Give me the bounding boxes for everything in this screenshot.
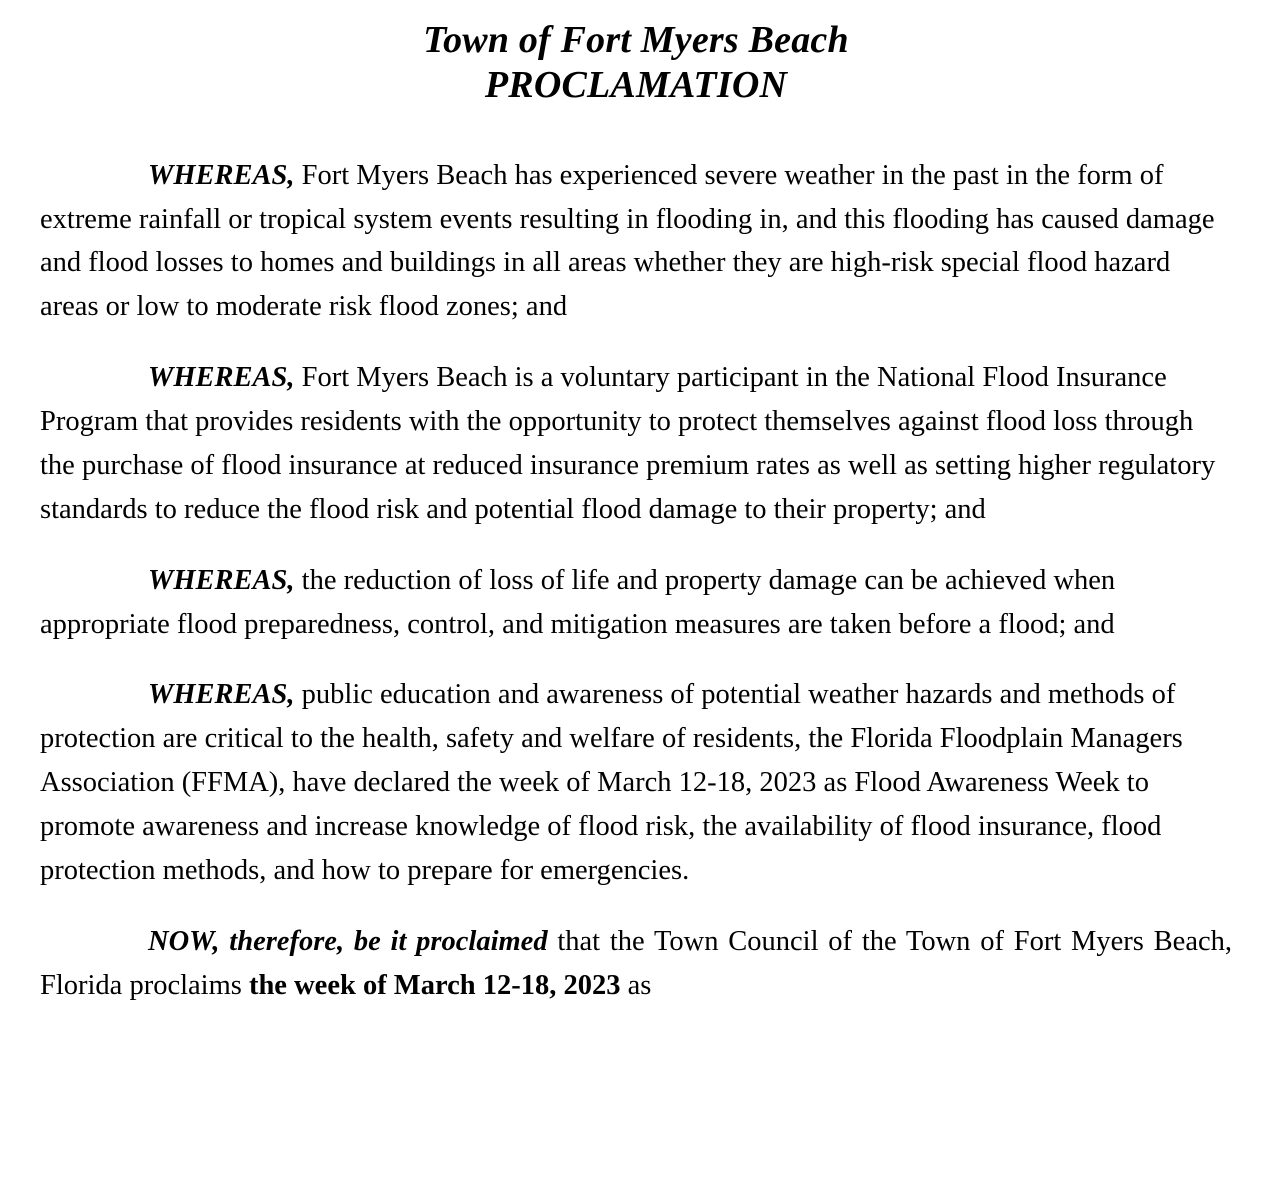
whereas-paragraph-4 xyxy=(40,673,1232,892)
closing-body-part2: as xyxy=(620,969,652,1001)
closing-body-part1: that the Town Council of the Town of Fort Myers Beach, Florida proclaims xyxy=(40,925,1232,1001)
whereas-lead-4: WHEREAS, xyxy=(148,679,295,711)
whereas-lead-3: WHEREAS, xyxy=(148,564,295,596)
whereas-paragraph-1 xyxy=(40,154,1232,330)
page-title-line1: Town of Fort Myers Beach xyxy=(423,19,849,61)
whereas-body-2: Fort Myers Beach is a voluntary participant in the National Flood Insurance Program that provides residents with the opportunity to protect themselves against flood loss through the purchase of flood insurance at reduced insurance premium rates as well as setting higher regulatory standards to reduce the flood risk and potential flood damage to their property; and xyxy=(40,362,1216,525)
whereas-body-1: Fort Myers Beach has experienced severe weather in the past in the form of extreme rainfall or tropical system events resulting in flooding in, and this flooding has caused damage and flood losses to homes and buildings in all areas whether they are high-risk special flood hazard areas or low to moderate risk flood zones; and xyxy=(40,159,1215,323)
page-title-line2: PROCLAMATION xyxy=(484,63,788,106)
closing-emphasis: the week of March 12-18, 2023 xyxy=(248,969,621,1001)
closing-lead: NOW, therefore, be it proclaimed xyxy=(148,925,548,957)
whereas-body-4: public education and awareness of potential weather hazards and methods of protection are critical to the health, safety and welfare of residents, the Florida Floodplain Managers Association (FFMA), have declared the week of March 12-18, 2023 as Flood Awareness Week to promote awareness and increase knowledge of flood risk, the availability of flood insurance, flood protection methods, and how to prepare for emergencies. xyxy=(40,679,1183,886)
closing-paragraph xyxy=(40,920,1232,1008)
whereas-body-3: the reduction of loss of life and property damage can be achieved when appropriate flood preparedness, control, and mitigation measures are taken before a flood; and xyxy=(40,564,1116,640)
whereas-paragraph-3 xyxy=(40,559,1232,647)
whereas-paragraph-2 xyxy=(40,356,1232,532)
whereas-lead-1: WHEREAS, xyxy=(148,159,295,191)
whereas-lead-2: WHEREAS, xyxy=(148,362,295,394)
